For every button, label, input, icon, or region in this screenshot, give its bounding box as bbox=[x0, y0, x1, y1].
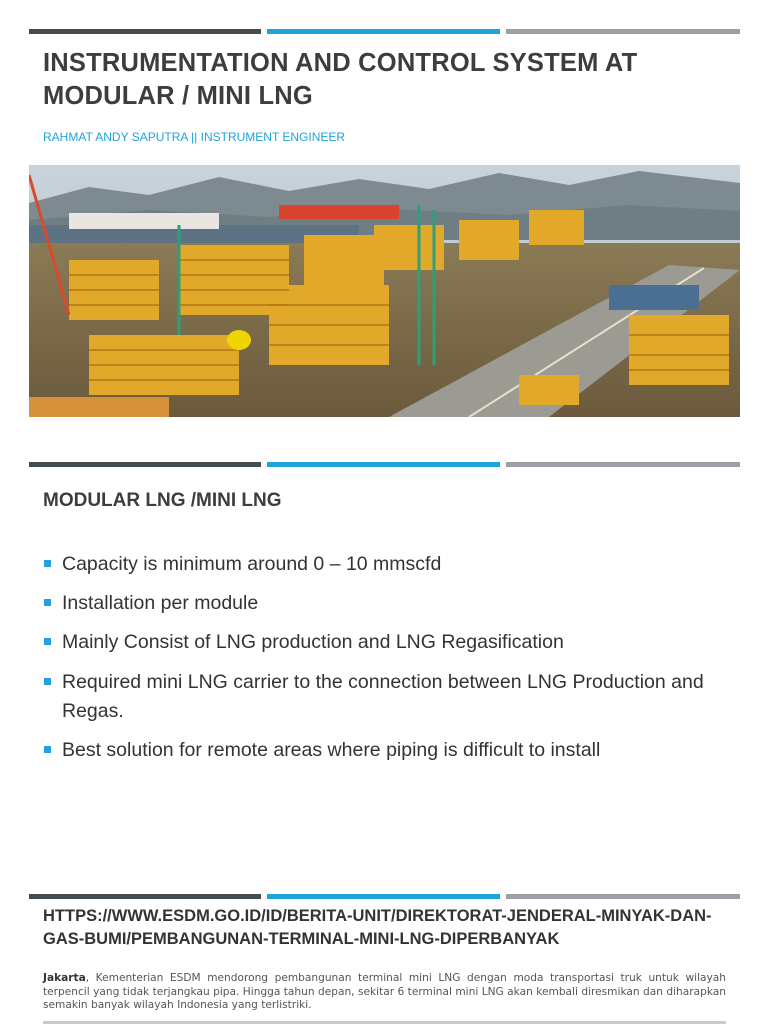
slide1-color-bars bbox=[29, 29, 740, 34]
bullet-item: Capacity is minimum around 0 – 10 mmscfd bbox=[43, 550, 733, 579]
dark-bar bbox=[29, 462, 261, 467]
bullet-list bbox=[43, 550, 733, 765]
dark-bar bbox=[29, 894, 261, 899]
bullet-item: Required mini LNG carrier to the connection between LNG Production and Regas. bbox=[43, 668, 733, 726]
bullet-square-icon bbox=[44, 678, 51, 685]
bullet-square-icon bbox=[44, 638, 51, 645]
slide-title: INSTRUMENTATION AND CONTROL SYSTEM AT MODULAR / MINI LNG bbox=[43, 49, 638, 110]
slide3-color-bars bbox=[29, 894, 740, 899]
gray-bar bbox=[506, 462, 740, 467]
bullet-item: Mainly Consist of LNG production and LNG Regasification bbox=[43, 628, 733, 657]
slide-subtitle: RAHMAT ANDY SAPUTRA || INSTRUMENT ENGINEER bbox=[43, 130, 346, 144]
bullet-square-icon bbox=[44, 560, 51, 567]
source-url-title[interactable]: HTTPS://WWW.ESDM.GO.ID/ID/BERITA-UNIT/DIREKTORAT-JENDERAL-MINYAK-DAN-GAS-BUMI/PEMBANGUNAN-TERMINAL-MINI-LNG-DIPERBANYAK bbox=[43, 907, 712, 948]
article-city: Jakarta bbox=[43, 972, 86, 984]
blue-bar bbox=[267, 462, 500, 467]
bullet-square-icon bbox=[44, 599, 51, 606]
article-body: , Kementerian ESDM mendorong pembangunan terminal mini LNG dengan moda transportasi truk untuk wilayah terpencil yang tidak terjangkau pipa. Hingga tahun depan, sekitar 6 terminal mini LNG akan kembali diresmikan dan diharapkan semakin banyak wilayah Indonesia yang terlistriki. bbox=[43, 972, 726, 1011]
gray-bar bbox=[506, 894, 740, 899]
slide2-color-bars bbox=[29, 462, 740, 467]
blue-bar bbox=[267, 29, 500, 34]
section-heading: MODULAR LNG /MINI LNG bbox=[43, 490, 282, 511]
dark-bar bbox=[29, 29, 261, 34]
bullet-item: Best solution for remote areas where piping is difficult to install bbox=[43, 736, 733, 765]
article-continuation-cropped bbox=[43, 1018, 726, 1024]
shipyard-photo bbox=[29, 165, 740, 417]
gray-bar bbox=[506, 29, 740, 34]
bullet-item: Installation per module bbox=[43, 589, 733, 618]
bullet-square-icon bbox=[44, 746, 51, 753]
blue-bar bbox=[267, 894, 500, 899]
article-paragraph bbox=[43, 972, 726, 1013]
